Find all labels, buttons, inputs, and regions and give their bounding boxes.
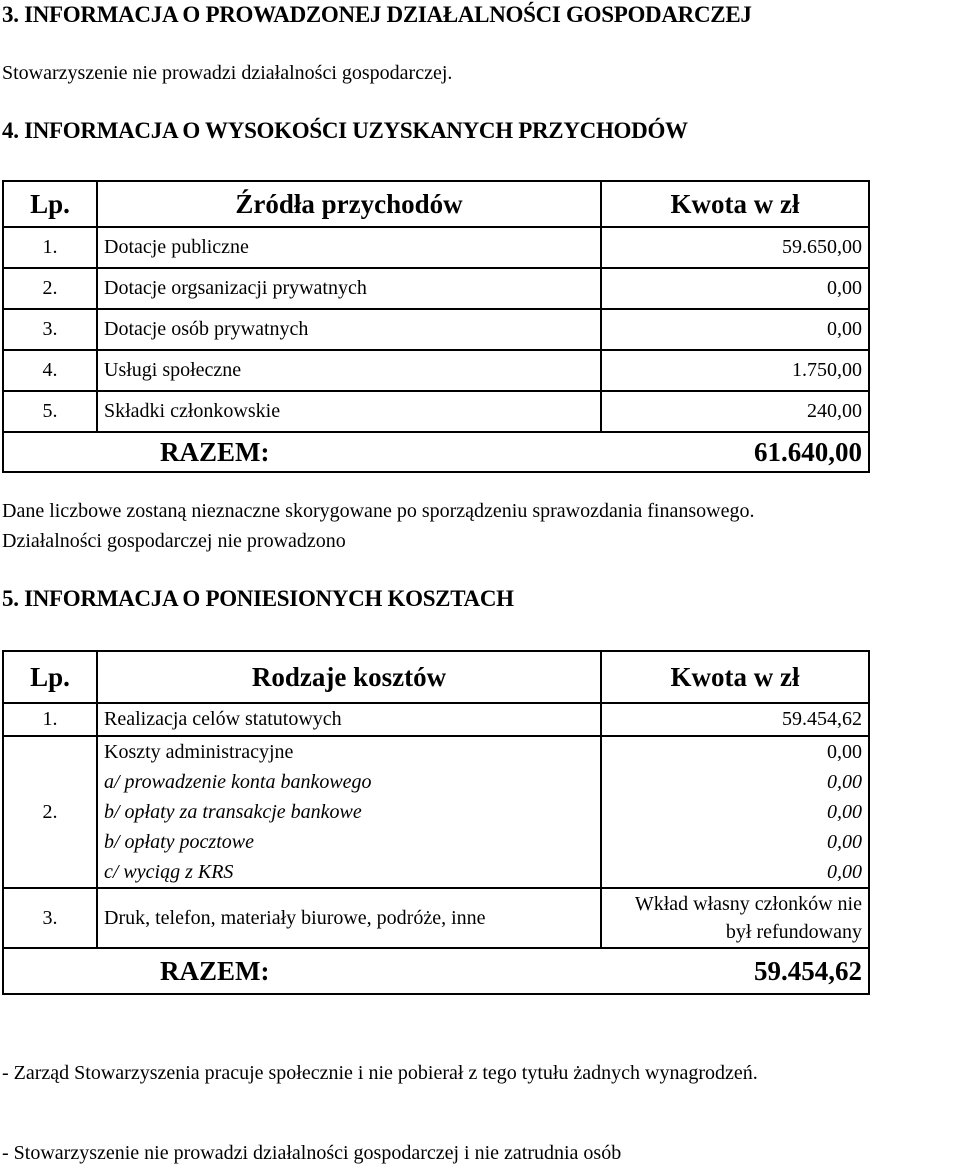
note-adjustment: Dane liczbowe zostaną nieznaczne skorygowane po sporządzeniu sprawozdania finansowego. (2, 500, 755, 522)
row-number: 2. (3, 268, 97, 309)
table-row (3, 703, 869, 736)
note-no-employees: - Stowarzyszenie nie prowadzi działalności gospodarczej i nie zatrudnia osób (2, 1142, 622, 1164)
section5-heading: 5. INFORMACJA O PONIESIONYCH KOSZTACH (2, 586, 514, 611)
row-label: Usługi społeczne (97, 350, 601, 391)
table-row (3, 227, 869, 268)
row-label: Realizacja celów statutowych (97, 703, 601, 736)
admin-cost-item-amount: 0,00 (827, 771, 862, 793)
section3-text: Stowarzyszenie nie prowadzi działalności gospodarczej. (2, 62, 453, 84)
cost-table-header (3, 651, 869, 703)
cost-total-label-cell (3, 948, 601, 994)
row-number: 3. (3, 888, 97, 948)
table-row (3, 309, 869, 350)
admin-cost-item-amount: 0,00 (827, 861, 862, 883)
admin-costs-label: Koszty administracyjne (104, 741, 294, 763)
row-number: 5. (3, 391, 97, 432)
table-row (3, 350, 869, 391)
cost-col-amount: Kwota w zł (601, 651, 869, 703)
own-contribution-line1: Wkład własny członków nie (634, 893, 862, 915)
admin-cost-item-label: a/ prowadzenie konta bankowego (104, 771, 372, 793)
income-total-amount: 61.640,00 (601, 432, 869, 472)
table-row (3, 888, 869, 948)
admin-costs-amounts (601, 736, 869, 888)
cost-table (2, 650, 870, 995)
own-contribution-line2: był refundowany (725, 921, 862, 943)
income-col-source: Źródła przychodów (97, 181, 601, 227)
row-number: 4. (3, 350, 97, 391)
table-row (3, 736, 869, 888)
cost-total-row (3, 948, 869, 994)
row-amount: 59.454,62 (601, 703, 869, 736)
admin-cost-item-label: b/ opłaty za transakcje bankowe (104, 801, 362, 823)
row-label: Dotacje orgsanizacji prywatnych (97, 268, 601, 309)
note-unpaid-board: - Zarząd Stowarzyszenia pracuje społecznie i nie pobierał z tego tytułu żadnych wynagrodzeń. (2, 1062, 758, 1084)
admin-costs-amount: 0,00 (827, 741, 862, 763)
admin-cost-item-amount: 0,00 (827, 801, 862, 823)
row-amount: 1.750,00 (601, 350, 869, 391)
admin-cost-item-label: b/ opłaty pocztowe (104, 831, 254, 853)
income-table (2, 180, 870, 473)
admin-costs-labels (97, 736, 601, 888)
row-amount (601, 888, 869, 948)
row-label: Dotacje osób prywatnych (97, 309, 601, 350)
section3-heading: 3. INFORMACJA O PROWADZONEJ DZIAŁALNOŚCI GOSPODARCZEJ (2, 2, 752, 27)
income-total-row (3, 432, 869, 472)
note-no-business: Działalności gospodarczej nie prowadzono (2, 530, 346, 552)
row-label: Składki członkowskie (97, 391, 601, 432)
section4-heading: 4. INFORMACJA O WYSOKOŚCI UZYSKANYCH PRZYCHODÓW (2, 118, 688, 143)
income-table-header (3, 181, 869, 227)
income-total-label: RAZEM: (160, 436, 270, 467)
row-number: 1. (3, 703, 97, 736)
table-row (3, 391, 869, 432)
table-row (3, 268, 869, 309)
row-number: 1. (3, 227, 97, 268)
admin-cost-item-label: c/ wyciąg z KRS (104, 861, 234, 883)
cost-col-lp: Lp. (3, 651, 97, 703)
income-col-lp: Lp. (3, 181, 97, 227)
row-label: Druk, telefon, materiały biurowe, podróże, inne (97, 888, 601, 948)
cost-total-label: RAZEM: (160, 955, 270, 986)
row-amount: 240,00 (601, 391, 869, 432)
admin-cost-item-amount: 0,00 (827, 831, 862, 853)
income-total-label-cell (3, 432, 601, 472)
row-label: Dotacje publiczne (97, 227, 601, 268)
row-amount: 0,00 (601, 309, 869, 350)
row-amount: 0,00 (601, 268, 869, 309)
cost-col-type: Rodzaje kosztów (97, 651, 601, 703)
row-amount: 59.650,00 (601, 227, 869, 268)
row-number: 2. (3, 736, 97, 888)
income-col-amount: Kwota w zł (601, 181, 869, 227)
cost-total-amount: 59.454,62 (601, 948, 869, 994)
row-number: 3. (3, 309, 97, 350)
